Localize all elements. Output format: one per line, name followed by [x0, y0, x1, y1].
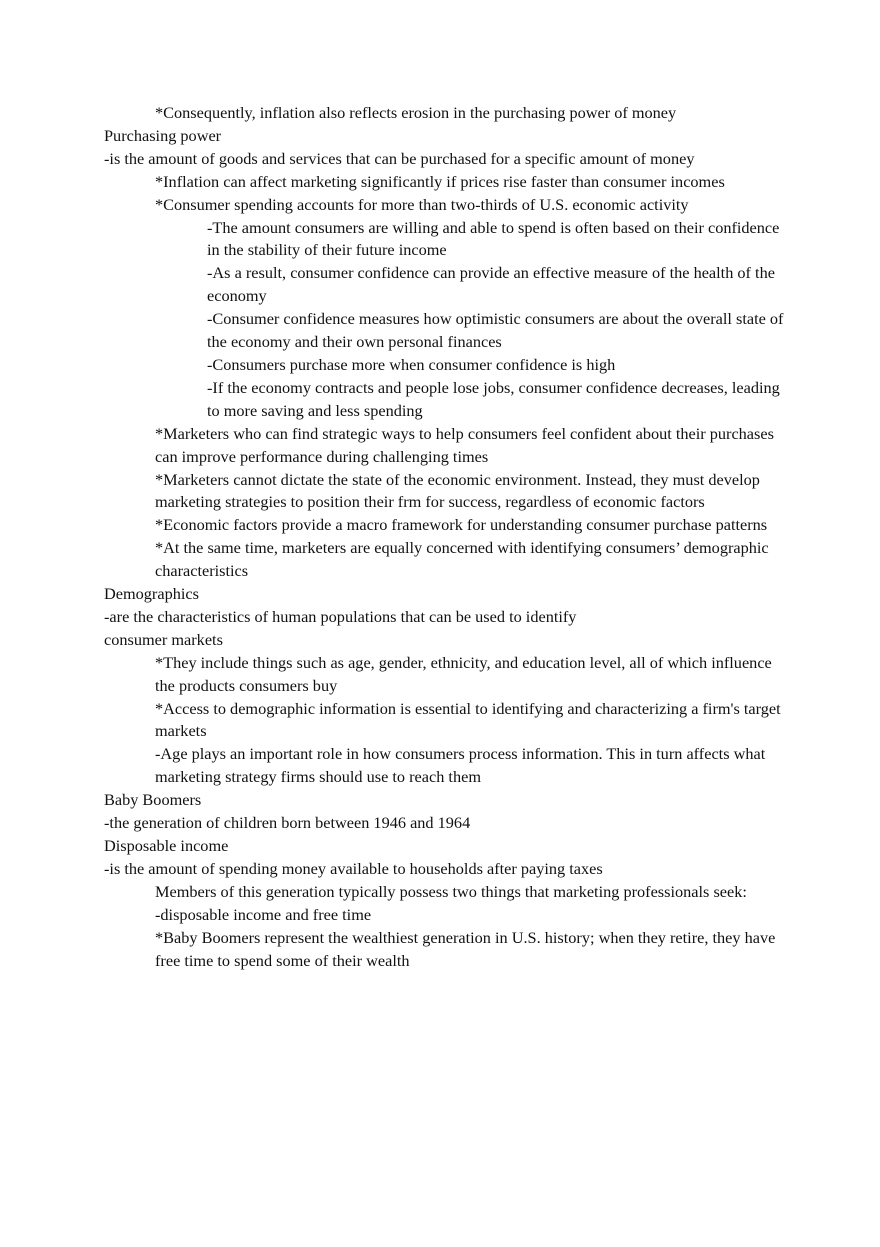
- note-line: *Baby Boomers represent the wealthiest generation in U.S. history; when they retire, they have free time to spend some of their wealth: [155, 927, 776, 970]
- term-definition: -is the amount of spending money available to households after paying taxes: [104, 858, 603, 878]
- term-heading: Disposable income: [104, 836, 229, 855]
- term-definition: -is the amount of goods and services that can be purchased for a specific amount of money: [104, 148, 695, 168]
- note-line: *At the same time, marketers are equally concerned with identifying consumers’ demographic characteristics: [155, 538, 769, 581]
- term-definition: consumer markets: [104, 629, 223, 649]
- note-line: Members of this generation typically possess two things that marketing professionals seek:: [155, 881, 747, 901]
- term-heading: Purchasing power: [104, 125, 222, 145]
- term-definition: -the generation of children born between 1946 and 1964: [104, 813, 471, 833]
- sub-note-line: -Consumers purchase more when consumer confidence is high: [207, 354, 616, 374]
- note-line: *Inflation can affect marketing significantly if prices rise faster than consumer incomes: [155, 171, 725, 191]
- sub-note-line: -Consumer confidence measures how optimistic consumers are about the overall state of the economy and their own personal finances: [207, 309, 784, 352]
- note-line: *Marketers who can find strategic ways to help consumers feel confident about their purchases can improve performance during challenging times: [155, 423, 774, 466]
- note-line: -Age plays an important role in how consumers process information. This in turn affects what marketing strategy firms should use to reach them: [155, 744, 766, 787]
- term-definition: -are the characteristics of human populations that can be used to identify: [104, 606, 577, 626]
- note-line: *Consumer spending accounts for more than two-thirds of U.S. economic activity: [155, 194, 689, 214]
- note-line: *They include things such as age, gender, ethnicity, and education level, all of which influence the products consumers buy: [155, 652, 772, 695]
- note-line: *Access to demographic information is essential to identifying and characterizing a firm's target markets: [155, 698, 781, 741]
- sub-note-line: -As a result, consumer confidence can provide an effective measure of the health of the economy: [207, 263, 775, 306]
- term-heading: Demographics: [104, 584, 199, 604]
- note-line: *Marketers cannot dictate the state of the economic environment. Instead, they must develop marketing strategies to position their frm for success, regardless of economic factors: [155, 469, 760, 512]
- sub-note-line: -If the economy contracts and people lose jobs, consumer confidence decreases, leading to more saving and less spending: [207, 377, 780, 420]
- note-line: -disposable income and free time: [155, 904, 372, 924]
- term-heading: Baby Boomers: [104, 790, 202, 810]
- notes-body: [104, 102, 794, 972]
- sub-note-line: -The amount consumers are willing and able to spend is often based on their confidence in the stability of their future income: [207, 217, 780, 260]
- note-line: *Consequently, inflation also reflects erosion in the purchasing power of money: [155, 103, 677, 122]
- note-line: *Economic factors provide a macro framework for understanding consumer purchase patterns: [155, 515, 768, 535]
